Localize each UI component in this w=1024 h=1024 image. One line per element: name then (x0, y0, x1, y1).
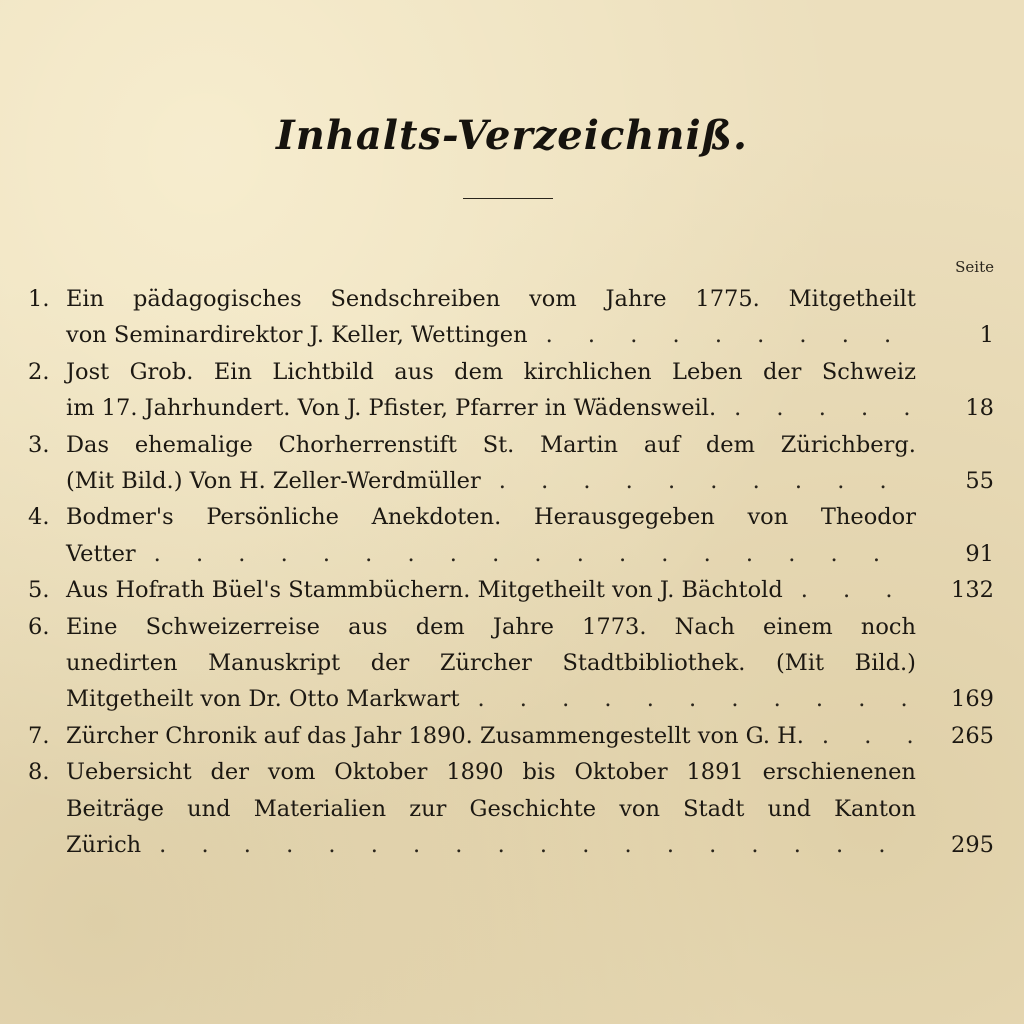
toc-line (0, 535, 1024, 573)
toc-line (0, 498, 1024, 536)
entry-text-content: von Seminardirektor J. Keller, Wettingen (66, 322, 528, 349)
entry-number: 8. (28, 759, 50, 786)
toc-line (0, 353, 1024, 391)
entry-number: 1. (28, 286, 50, 312)
entry-page-number: 132 (951, 577, 994, 604)
entry-text: Beiträge und Materialien zur Geschichte von Stadt und Kanton (66, 795, 916, 822)
toc-line (0, 753, 1024, 791)
leader-dots (478, 680, 917, 718)
toc-line (0, 644, 1024, 682)
entry-number: 2. (28, 358, 50, 385)
entry-number: 3. (28, 431, 50, 458)
leader-dots (734, 389, 916, 427)
entry-text: unedirten Manuskript der Zürcher Stadtbibliothek. (Mit Bild.) (66, 650, 916, 676)
entry-text-content: (Mit Bild.) Von H. Zeller-Werdmüller (66, 468, 481, 494)
entry-number: 5. (28, 577, 50, 604)
entry-text (66, 316, 916, 354)
entry-number: 6. (28, 613, 50, 640)
toc-line (0, 280, 1024, 318)
toc-line (0, 680, 1024, 718)
entry-page-number: 265 (951, 722, 994, 749)
entry-text-content: Zürcher Chronik auf das Jahr 1890. Zusammengestellt von G. H. (66, 722, 804, 749)
entry-number: 7. (28, 722, 50, 749)
toc-line (0, 571, 1024, 609)
toc-line (0, 608, 1024, 646)
entry-page-number: 91 (965, 540, 994, 567)
entry-text: Ein pädagogisches Sendschreiben vom Jahre 1775. Mitgetheilt (66, 286, 916, 312)
leader-dots (801, 571, 916, 609)
toc-line (0, 426, 1024, 464)
entry-text (66, 717, 916, 755)
entry-text: Das ehemalige Chorherrenstift St. Martin auf dem Zürichberg. (66, 431, 916, 458)
toc-line (0, 316, 1024, 354)
leader-dots (499, 462, 916, 500)
entry-text (66, 680, 916, 718)
toc-line (0, 826, 1024, 864)
entry-text-content: Vetter (66, 540, 136, 567)
toc-line (0, 389, 1024, 427)
leader-dots (822, 717, 916, 755)
entry-text (66, 826, 916, 864)
entry-text (66, 571, 916, 609)
entry-page-number: 169 (951, 686, 994, 713)
entry-text (66, 389, 916, 427)
entry-page-number: 55 (965, 468, 994, 494)
page-title: Inhalts-Verzeichniß. (276, 112, 748, 159)
toc-line (0, 717, 1024, 755)
entry-page-number: 295 (951, 832, 994, 858)
entry-page-number: 18 (965, 395, 994, 422)
entry-text-content: im 17. Jahrhundert. Von J. Pfister, Pfarrer in Wädensweil. (66, 395, 717, 422)
entry-page-number: 1 (979, 322, 994, 349)
entry-text: Bodmer's Persönliche Anekdoten. Herausgegeben von Theodor (66, 504, 916, 531)
toc-line (0, 462, 1024, 500)
entry-text-content: Mitgetheilt von Dr. Otto Markwart (66, 686, 460, 713)
entry-text: Jost Grob. Ein Lichtbild aus dem kirchlichen Leben der Schweiz (66, 358, 916, 385)
title-divider (463, 198, 553, 199)
entry-text-content: Aus Hofrath Büel's Stammbüchern. Mitgetheilt von J. Bächtold (66, 577, 783, 604)
entry-text: Uebersicht der vom Oktober 1890 bis Oktober 1891 erschienenen (66, 759, 916, 786)
entry-text (66, 535, 916, 573)
entry-text (66, 462, 916, 500)
leader-dots (546, 316, 916, 354)
leader-dots (159, 826, 916, 864)
page-column-label: Seite (955, 258, 994, 276)
entry-text-content: Zürich (66, 832, 142, 858)
entry-text: Eine Schweizerreise aus dem Jahre 1773. Nach einem noch (66, 613, 916, 640)
entry-number: 4. (28, 504, 50, 531)
toc-line (0, 790, 1024, 828)
leader-dots (154, 535, 916, 573)
